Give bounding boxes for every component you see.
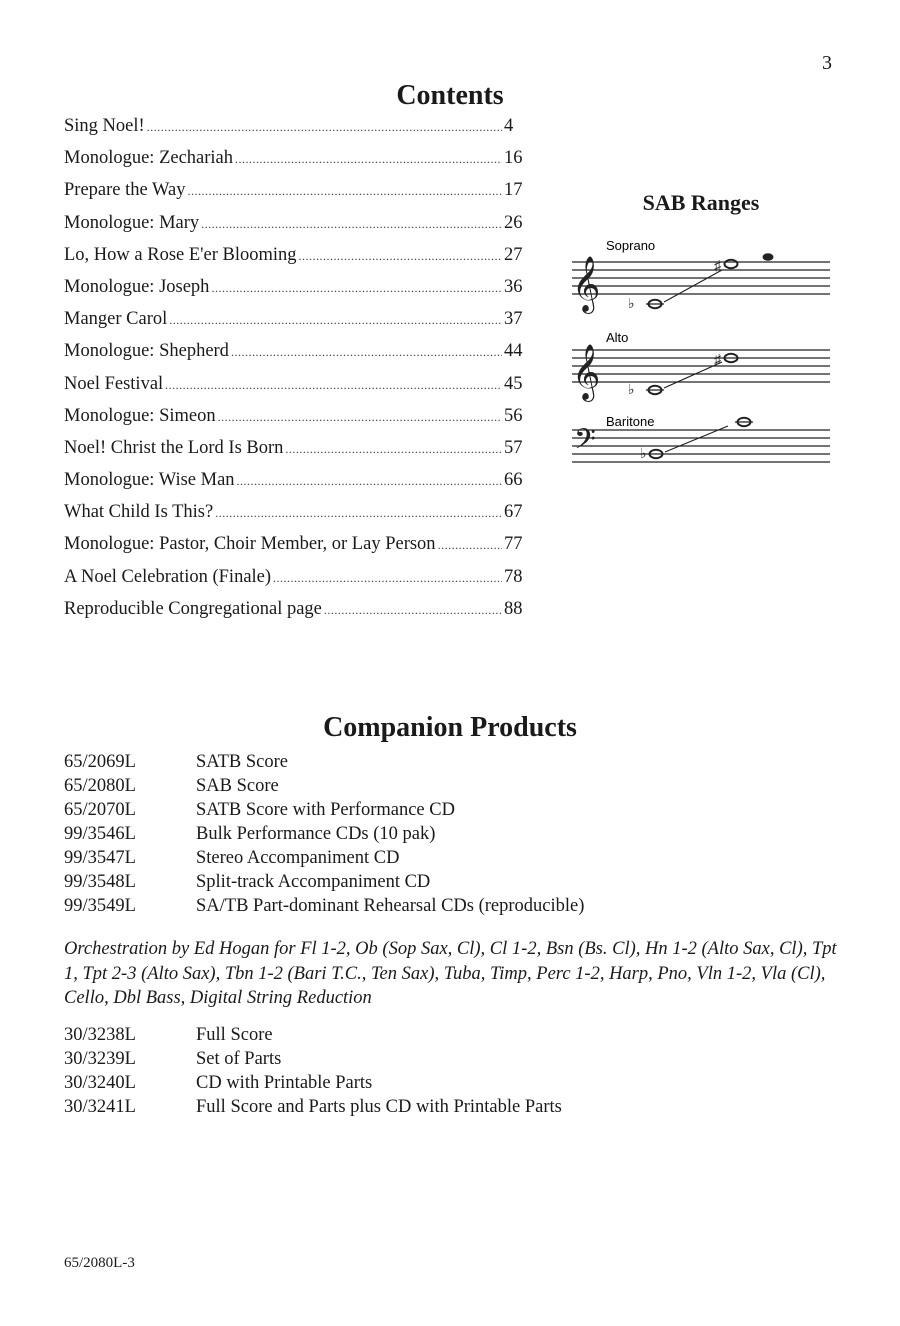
toc-entry[interactable] xyxy=(64,116,528,148)
product-row xyxy=(64,1025,844,1049)
product-description: SATB Score xyxy=(196,752,288,772)
product-code: 65/2080L xyxy=(64,776,136,796)
flat-icon: ♭ xyxy=(628,381,635,397)
soprano-range xyxy=(572,238,830,314)
toc-entry[interactable] xyxy=(64,374,528,406)
toc-entry-title: Monologue: Zechariah xyxy=(64,148,234,169)
toc-entry[interactable] xyxy=(64,534,528,566)
toc-entry-page: 88 xyxy=(504,598,523,619)
toc-entry[interactable] xyxy=(64,438,528,470)
toc-entry-title: Prepare the Way xyxy=(64,180,186,201)
product-description: SATB Score with Performance CD xyxy=(196,800,455,820)
toc-entry-title: Noel! Christ the Lord Is Born xyxy=(64,437,284,458)
footer-catalog-code: 65/2080L-3 xyxy=(64,1255,135,1271)
toc-leader-dots xyxy=(324,599,502,620)
toc-entry-page: 37 xyxy=(504,309,523,330)
toc-entry-page: 67 xyxy=(504,502,523,523)
product-row xyxy=(64,752,844,776)
product-description: Set of Parts xyxy=(196,1049,282,1069)
toc-entry-page: 44 xyxy=(504,341,523,362)
toc-entry-title: Lo, How a Rose E'er Blooming xyxy=(64,244,297,265)
product-code: 30/3241L xyxy=(64,1097,136,1117)
toc-entry[interactable] xyxy=(64,341,528,373)
alto-staff xyxy=(572,350,830,382)
toc-entry-page: 45 xyxy=(504,373,523,394)
product-row xyxy=(64,824,844,848)
sab-ranges-title: SAB Ranges xyxy=(642,190,760,215)
product-code: 99/3549L xyxy=(64,896,136,916)
toc-entry-page: 17 xyxy=(504,180,523,201)
toc-entry[interactable] xyxy=(64,599,528,631)
toc-leader-dots xyxy=(299,245,503,266)
toc-entry[interactable] xyxy=(64,309,528,341)
toc-entry[interactable] xyxy=(64,277,528,309)
toc-leader-dots xyxy=(211,277,502,298)
toc-entry-title: Monologue: Simeon xyxy=(64,405,216,426)
product-code: 30/3240L xyxy=(64,1073,136,1093)
product-description: Full Score xyxy=(196,1025,273,1045)
toc-entry[interactable] xyxy=(64,213,528,245)
toc-entry-page: 16 xyxy=(504,148,523,169)
companion-products-title: Companion Products xyxy=(323,712,577,743)
product-row xyxy=(64,776,844,800)
toc-leader-dots xyxy=(285,438,502,459)
sharp-icon: ♯ xyxy=(714,257,721,273)
toc-leader-dots xyxy=(147,116,502,137)
product-description: SA/TB Part-dominant Rehearsal CDs (reproducible) xyxy=(196,896,585,916)
toc-leader-dots xyxy=(218,406,502,427)
toc-leader-dots xyxy=(187,180,502,201)
product-description: SAB Score xyxy=(196,776,279,796)
toc-entry-title: Monologue: Mary xyxy=(64,212,200,233)
baritone-staff xyxy=(572,430,830,462)
toc-leader-dots xyxy=(438,534,502,555)
toc-entry-page: 4 xyxy=(504,116,514,136)
toc-leader-dots xyxy=(169,309,502,330)
baritone-range xyxy=(572,414,830,462)
product-description: Bulk Performance CDs (10 pak) xyxy=(196,824,436,844)
product-row xyxy=(64,896,844,920)
toc-entry[interactable] xyxy=(64,567,528,599)
product-row xyxy=(64,1049,844,1073)
orchestration-note: Orchestration by Ed Hogan for Fl 1-2, Ob (Sop Sax, Cl), Cl 1-2, Bsn (Bs. Cl), Hn 1-2 (Alto Sax, Cl), Tpt 1, Tpt 2-3 (Alto Sax), Tbn 1-2 (Bari T.C., Ten Sax), Tuba, Timp, Perc 1-2, Harp, Pno, Vln 1-2, Vla (Cl), Cello, Dbl Bass, Digital String Reduction xyxy=(64,939,837,1008)
product-row xyxy=(64,800,844,824)
toc-entry[interactable] xyxy=(64,470,528,502)
treble-clef-icon: 𝄞 xyxy=(572,258,601,311)
product-row xyxy=(64,872,844,896)
toc-entry-title: Noel Festival xyxy=(64,373,164,394)
toc-entry[interactable] xyxy=(64,406,528,438)
toc-entry-page: 56 xyxy=(504,405,523,426)
treble-clef-icon: 𝄞 xyxy=(572,346,601,399)
toc-entry-title: Monologue: Joseph xyxy=(64,276,210,297)
toc-entry-title: Manger Carol xyxy=(64,309,168,330)
toc-entry-title: Monologue: Wise Man xyxy=(64,470,235,491)
product-row xyxy=(64,1097,844,1121)
toc-entry-title: A Noel Celebration (Finale) xyxy=(64,566,272,587)
toc-entry-title: Monologue: Pastor, Choir Member, or Lay Person xyxy=(64,534,436,555)
toc-leader-dots xyxy=(165,374,502,395)
contents-title: Contents xyxy=(396,80,504,111)
toc-entry-title: Reproducible Congregational page xyxy=(64,598,322,619)
toc-entry-page: 77 xyxy=(504,534,523,555)
toc-leader-dots xyxy=(215,502,502,523)
voice-label-baritone: Baritone xyxy=(606,414,655,429)
flat-icon: ♭ xyxy=(628,295,635,311)
product-code: 99/3548L xyxy=(64,872,136,892)
product-row xyxy=(64,848,844,872)
product-code: 65/2070L xyxy=(64,800,136,820)
toc-entry-title: What Child Is This? xyxy=(64,502,214,523)
product-description: CD with Printable Parts xyxy=(196,1073,373,1093)
toc-entry-page: 78 xyxy=(504,566,523,587)
toc-leader-dots xyxy=(237,470,502,491)
toc-leader-dots xyxy=(273,567,502,588)
soprano-staff xyxy=(572,262,830,294)
toc-leader-dots xyxy=(231,341,502,362)
alto-range xyxy=(572,330,830,402)
toc-entry[interactable] xyxy=(64,502,528,534)
toc-entry[interactable] xyxy=(64,148,528,180)
orchestra-products-list xyxy=(64,1025,844,1121)
product-code: 99/3546L xyxy=(64,824,136,844)
toc-entry-title: Monologue: Shepherd xyxy=(64,341,229,362)
toc-leader-dots xyxy=(201,213,502,234)
product-code: 30/3239L xyxy=(64,1049,136,1069)
sharp-icon: ♯ xyxy=(714,351,721,367)
product-description: Split-track Accompaniment CD xyxy=(196,872,431,892)
toc-entry[interactable] xyxy=(64,245,528,277)
voice-label-alto: Alto xyxy=(606,330,629,345)
toc-entry[interactable] xyxy=(64,180,528,212)
product-row xyxy=(64,1073,844,1097)
toc-entry-page: 36 xyxy=(504,276,523,297)
toc-entry-page: 66 xyxy=(504,470,523,491)
sab-ranges-figure xyxy=(568,232,834,472)
companion-products-list xyxy=(64,752,844,920)
product-code: 65/2069L xyxy=(64,752,136,772)
product-code: 30/3238L xyxy=(64,1025,136,1045)
toc-leader-dots xyxy=(235,148,502,169)
flat-icon: ♭ xyxy=(640,445,647,461)
high-note xyxy=(725,260,738,268)
product-description: Full Score and Parts plus CD with Printable Parts xyxy=(196,1097,562,1117)
table-of-contents xyxy=(64,116,528,631)
toc-entry-page: 26 xyxy=(504,212,523,233)
page-number: 3 xyxy=(822,52,832,74)
voice-label-soprano: Soprano xyxy=(606,238,656,253)
product-description: Stereo Accompaniment CD xyxy=(196,848,400,868)
toc-entry-title: Sing Noel! xyxy=(64,116,145,136)
product-code: 99/3547L xyxy=(64,848,136,868)
bass-clef-icon: 𝄢 xyxy=(574,424,596,462)
toc-entry-page: 27 xyxy=(504,244,523,265)
toc-entry-page: 57 xyxy=(504,437,523,458)
high-note-filled xyxy=(763,253,774,261)
